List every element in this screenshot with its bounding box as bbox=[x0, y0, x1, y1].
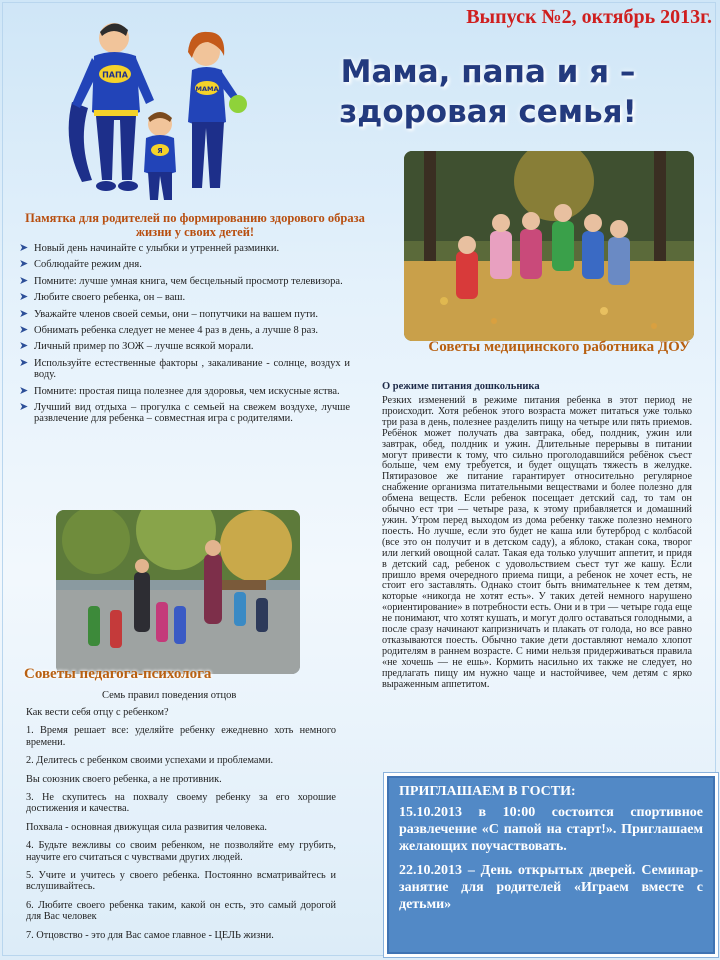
kid-figure bbox=[144, 112, 176, 200]
list-item: ➤ Личный пример по ЗОЖ – лучше всякой морали. bbox=[19, 340, 254, 353]
page-title: Мама, папа и я – здоровая семья! bbox=[339, 54, 637, 130]
paragraph: 2. Делитесь с ребенком своими успехами и проблемами. bbox=[26, 755, 274, 767]
paragraph: Как вести себя отцу с ребенком? bbox=[26, 707, 169, 718]
arrow-bullet-icon: ➤ bbox=[19, 291, 29, 304]
paragraph: 7. Отцовство - это для Вас самое главное - ЦЕЛЬ жизни. bbox=[26, 929, 274, 941]
invitation-title: ПРИГЛАШАЕМ В ГОСТИ: bbox=[399, 784, 576, 799]
invitation-event: 22.10.2013 – День открытых дверей. Семинар-занятие для родителей «Играем вместе с детьми» bbox=[399, 863, 703, 912]
arrow-bullet-icon: ➤ bbox=[19, 324, 29, 337]
psychologist-subtitle: Семь правил поведения отцов bbox=[102, 690, 237, 701]
arrow-bullet-icon: ➤ bbox=[19, 401, 29, 414]
list-item: ➤ Используйте естественные факторы , закаливание - солнце, воздух и воду. bbox=[19, 356, 350, 381]
list-item: ➤ Уважайте членов своей семьи, они – попутчики на вашем пути. bbox=[19, 307, 319, 320]
paragraph: Вы союзник своего ребенка, а не противник. bbox=[26, 773, 222, 785]
medical-section-title: Советы медицинского работника ДОУ bbox=[428, 339, 690, 355]
issue-label: Выпуск №2, октябрь 2013г. bbox=[466, 6, 712, 28]
arrow-bullet-icon: ➤ bbox=[19, 356, 29, 369]
paragraph: 4. Будьте вежливы со своим ребенком, не позволяйте ему грубить, научите его считаться с чувствами других людей. bbox=[26, 840, 336, 863]
dad-chest-label: ПАПА bbox=[102, 70, 128, 80]
arrow-bullet-icon: ➤ bbox=[19, 307, 29, 320]
medical-subtitle: О режиме питания дошкольника bbox=[382, 381, 540, 392]
invitation-event: 15.10.2013 в 10:00 состоится спортивное развлечение «С папой на старт!». Приглашаем желающих поучаствовать. bbox=[399, 805, 703, 854]
psychologist-text bbox=[26, 707, 336, 948]
arrow-bullet-icon: ➤ bbox=[19, 258, 29, 271]
list-item: ➤ Обнимать ребенка следует не менее 4 раз в день, а лучше 8 раз. bbox=[19, 324, 319, 337]
arrow-bullet-icon: ➤ bbox=[19, 242, 29, 254]
invitation-box bbox=[384, 773, 718, 957]
arrow-bullet-icon: ➤ bbox=[19, 274, 29, 287]
arrow-bullet-icon: ➤ bbox=[19, 384, 29, 397]
medical-text: Резких изменений в режиме питания ребенка в этот период не происходит. Хотя ребенок этого возраста может питаться уже только три раза в день, полезнее разделить пищу на четыре или пять приемов. Ребёнок может получать два завтрака, обед, полдник, ужин или завтрак, обед, полдник и ужин. Длительные перерывы в питании могут привести к тому, что сильно проголодавшийся ребёнок съест больше, чем ему требуется, и будет ощущать тяжесть в желудке. Пятиразовое же питание гарантирует относительно регулярное снабжение организма питательными веществами и более полезно для обмена веществ. Если ребенок посещает детский сад, то там он обычно ест три — четыре раза, к этому прибавляется и домашний ужин. Утром перед выходом из дома ребенку также полезно немного поесть. Но лучше, если это будет не каша или бутерброд с колбасой (все это он получит и в детском саду), а яблоко, стакан сока, творог или легкий овощной салат. Такая еда только улучшит аппетит, и придя в детский сад, ребенок с удовольствием съест тут же кашу. Если пришло время очередного приема пищи, а ребенок не хочет есть, не стоит его заставлять. Однако стоит быть внимательнее к тем детям, которые «никогда не хотят есть». У таких детей немного нарушено «ориентирование» в потребности есть. Они и в три — четыре года еще не понимают, что хотят кушать, и могут долго оставаться голодными, а после сразу начинают капризничать и плакать от голода, но все равно отказываются поесть. Обычно такие дети доставляют немало хлопот родителям в раннем возрасте. С ними нельзя придерживаться правила «не хочешь — не ешь». Кормить насильно их также не следует, но предлагать пищу им нужно чаще и настойчивее, чем детям с ярко выраженным аппетитом. bbox=[382, 395, 692, 690]
memo-title: Памятка для родителей по формированию здорового образа жизни у своих детей! bbox=[25, 211, 365, 239]
paragraph: 5. Учите и учитесь у своего ребенка. Постоянно всматривайтесь и вслушивайтесь. bbox=[26, 870, 336, 893]
superhero-family-illustration bbox=[42, 12, 252, 208]
list-item: ➤ Любите своего ребенка, он – ваш. bbox=[19, 291, 186, 304]
list-item: ➤ Помните: лучше умная книга, чем бесцельный просмотр телевизора. bbox=[19, 274, 343, 287]
playground-photo bbox=[56, 510, 300, 674]
paragraph: 1. Время решает все: уделяйте ребенку ежедневно хоть немного времени. bbox=[26, 725, 336, 748]
psychologist-section-title: Советы педагога-психолога bbox=[24, 666, 212, 682]
arrow-bullet-icon: ➤ bbox=[19, 340, 29, 353]
dad-figure bbox=[69, 23, 154, 191]
list-item: ➤ Новый день начинайте с улыбки и утренней разминки. bbox=[19, 242, 280, 254]
paragraph: 6. Любите своего ребенка таким, какой он есть, это самый дорогой для Вас человек bbox=[26, 899, 336, 923]
list-item: ➤ Лучший вид отдыха – прогулка с семьей на свежем воздухе, лучше развлечение для ребенка – совместная игра с родителями. bbox=[19, 401, 350, 425]
kid-chest-label: Я bbox=[157, 147, 163, 155]
paragraph: 3. Не скупитесь на похвалу своему ребенку за его хорошие достижения и качества. bbox=[26, 792, 336, 815]
mom-figure bbox=[188, 32, 247, 188]
mom-chest-label: МАМА bbox=[195, 85, 219, 93]
list-item: ➤ Помните: простая пища полезнее для здоровья, чем искусные яства. bbox=[19, 384, 340, 397]
memo-list bbox=[18, 243, 350, 430]
paragraph: Похвала - основная движущая сила развития человека. bbox=[26, 821, 267, 833]
list-item: ➤ Соблюдайте режим дня. bbox=[19, 258, 142, 271]
autumn-leaves-photo bbox=[404, 151, 694, 341]
